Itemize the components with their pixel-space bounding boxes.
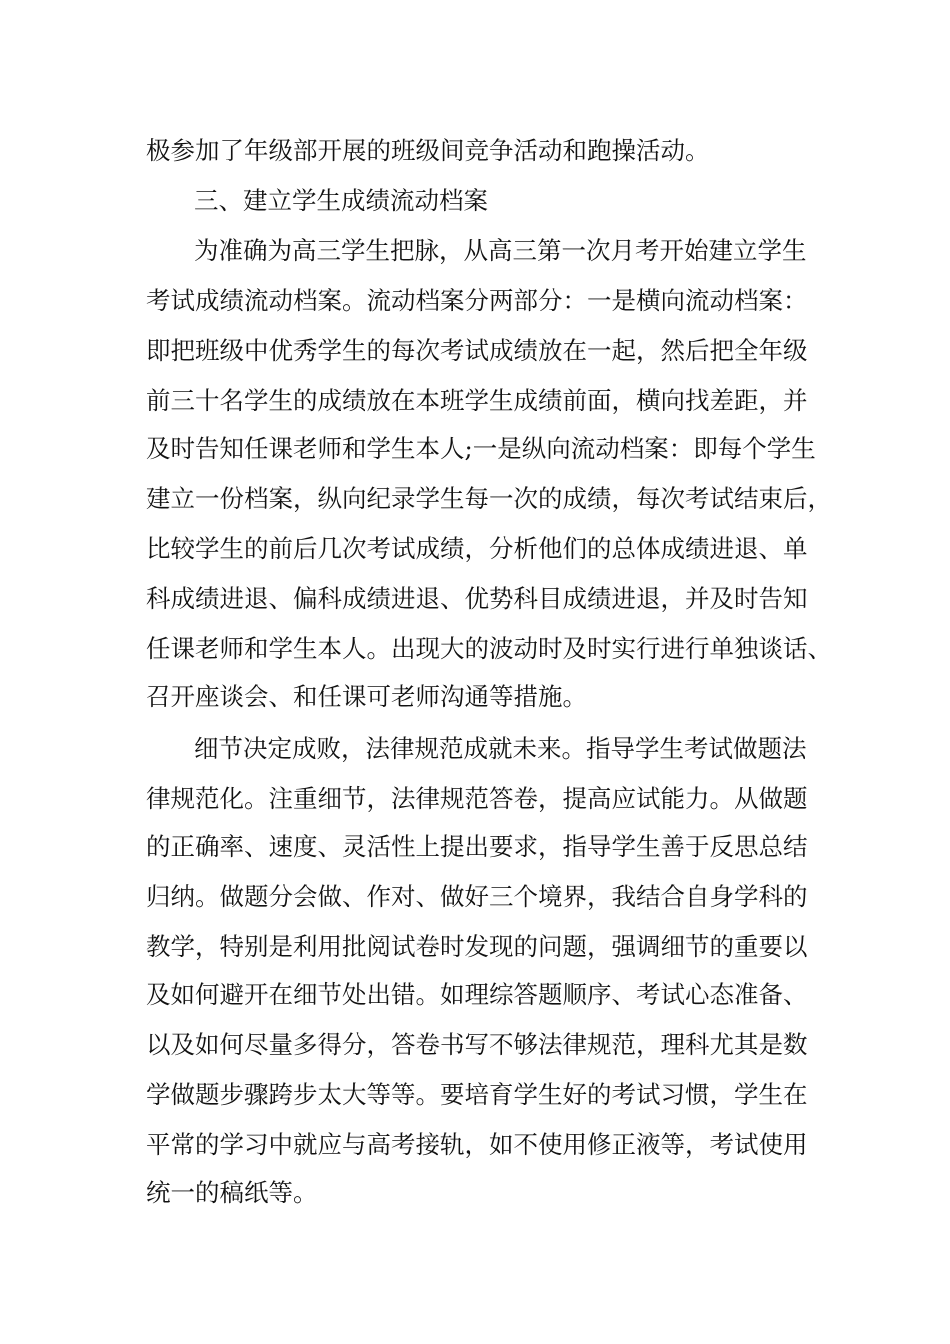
text-line-21: 平常的学习中就应与高考接轨，如不使用修正液等，考试使用 xyxy=(146,1130,808,1159)
text-line-13: 细节决定成败，法律规范成就未来。指导学生考试做题法 xyxy=(194,734,807,763)
text-line-3: 为准确为高三学生把脉，从高三第一次月考开始建立学生 xyxy=(194,236,807,265)
text-line-14: 律规范化。注重细节，法律规范答卷，提高应试能力。从做题 xyxy=(146,784,808,813)
text-line-2: 三、建立学生成绩流动档案 xyxy=(194,186,488,215)
text-line-4: 考试成绩流动档案。流动档案分两部分：一是横向流动档案： xyxy=(146,286,808,315)
text-line-19: 以及如何尽量多得分，答卷书写不够法律规范，理科尤其是数 xyxy=(146,1030,808,1059)
text-line-1: 极参加了年级部开展的班级间竞争活动和跑操活动。 xyxy=(146,136,710,165)
text-line-22: 统一的稿纸等。 xyxy=(146,1178,318,1207)
text-line-10: 科成绩进退、偏科成绩进退、优势科目成绩进退，并及时告知 xyxy=(146,584,808,613)
text-line-9: 比较学生的前后几次考试成绩，分析他们的总体成绩进退、单 xyxy=(146,534,808,563)
text-line-6: 前三十名学生的成绩放在本班学生成绩前面，横向找差距，并 xyxy=(146,386,808,415)
text-line-12: 召开座谈会、和任课可老师沟通等措施。 xyxy=(146,682,587,711)
text-line-20: 学做题步骤跨步太大等等。要培育学生好的考试习惯，学生在 xyxy=(146,1080,808,1109)
text-line-7: 及时告知任课老师和学生本人;一是纵向流动档案：即每个学生 xyxy=(146,434,816,463)
text-line-18: 及如何避开在细节处出错。如理综答题顺序、考试心态准备、 xyxy=(146,980,808,1009)
text-line-8: 建立一份档案，纵向纪录学生每一次的成绩，每次考试结束后， xyxy=(146,484,832,513)
text-line-17: 教学，特别是利用批阅试卷时发现的问题，强调细节的重要以 xyxy=(146,932,808,961)
text-line-5: 即把班级中优秀学生的每次考试成绩放在一起，然后把全年级 xyxy=(146,336,808,365)
text-line-15: 的正确率、速度、灵活性上提出要求，指导学生善于反思总结 xyxy=(146,832,808,861)
text-line-16: 归纳。做题分会做、作对、做好三个境界，我结合自身学科的 xyxy=(146,882,808,911)
text-line-11: 任课老师和学生本人。出现大的波动时及时实行进行单独谈话、 xyxy=(146,634,832,663)
